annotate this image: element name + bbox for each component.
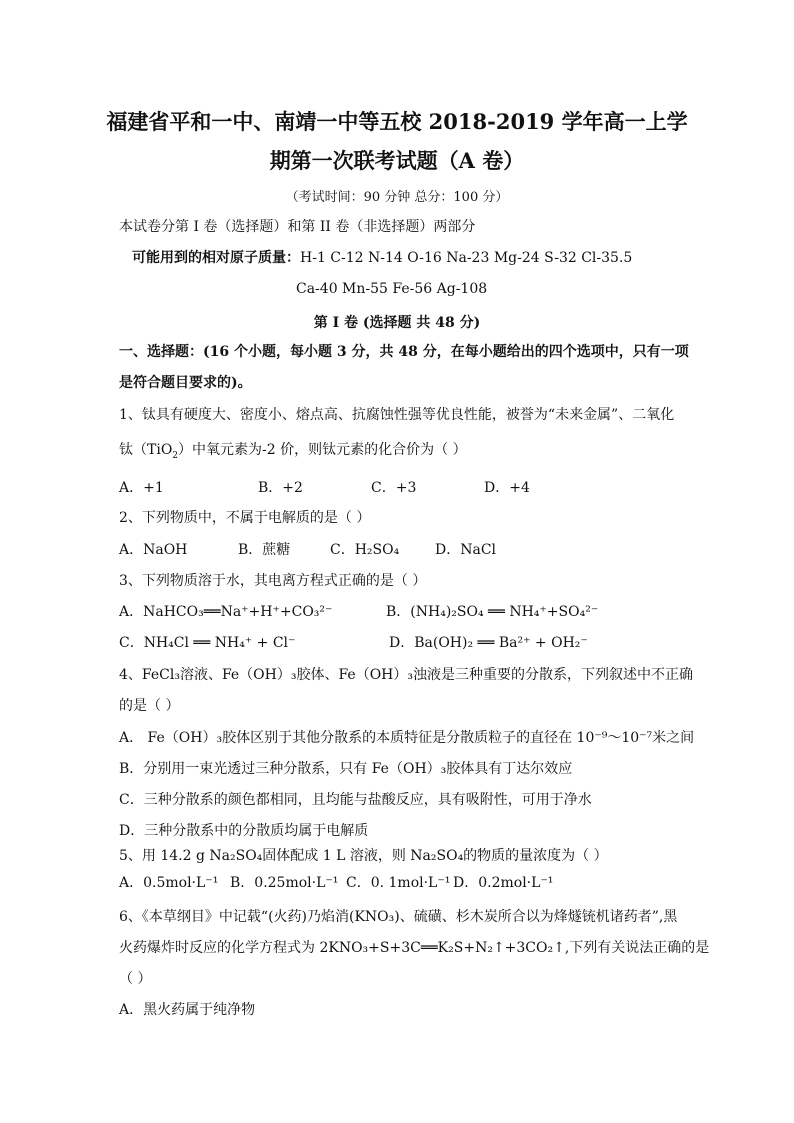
q6-stem-line-2: 火药爆炸时反应的化学方程式为 2KNO₃+S+3C══K₂S+N₂↑+3CO₂↑,下列有关说法正确的是 <box>119 940 710 956</box>
q1-stem-part-a: 钛（TiO <box>119 442 173 458</box>
title-line-1: 福建省平和一中、南靖一中等五校 2018-2019 学年高一上学 <box>106 109 688 134</box>
q2-option-d: D．NaCl <box>435 542 497 558</box>
q3-option-c: C．NH₄Cl ══ NH₄⁺ + Cl⁻ <box>119 635 296 651</box>
part1-heading: 第 I 卷 (选择题 共 48 分) <box>313 315 481 331</box>
q4-option-c: C．三种分散系的颜色都相同，且均能与盐酸反应，具有吸附性，可用于净水 <box>119 792 592 808</box>
q2-option-a: A．NaOH <box>119 542 188 558</box>
q1-stem-line-1: 1、钛具有硬度大、密度小、熔点高、抗腐蚀性强等优良性能，被誉为“未来金属”、二氧化 <box>119 407 675 423</box>
q1-option-b: B．+2 <box>258 480 303 496</box>
q2-option-c: C．H₂SO₄ <box>330 542 400 558</box>
exam-info: （考试时间：90 分钟 总分：100 分） <box>285 190 509 205</box>
atomic-mass-label: 可能用到的相对原子质量： <box>132 250 300 266</box>
atomic-mass-line-1 <box>132 249 632 267</box>
q4-option-a: A． Fe（OH）₃胶体区别于其他分散系的本质特征是分散质粒子的直径在 10⁻⁹～10⁻⁷米之间 <box>119 730 695 746</box>
q4-stem-line-2: 的是（ ） <box>119 698 180 714</box>
q5-stem: 5、用 14.2 g Na₂SO₄固体配成 1 L 溶液，则 Na₂SO₄的物质的量浓度为（ ） <box>119 848 608 864</box>
q5-option-d: D．0.2mol·L⁻¹ <box>453 875 554 891</box>
q1-option-c: C．+3 <box>371 480 417 496</box>
atomic-mass-values-1: H-1 C-12 N-14 O-16 Na-23 Mg-24 S-32 Cl-35.5 <box>300 250 633 266</box>
intro-text: 本试卷分第 I 卷（选择题）和第 II 卷（非选择题）两部分 <box>119 219 476 235</box>
q3-option-a: A．NaHCO₃══Na⁺+H⁺+CO₃²⁻ <box>119 604 333 620</box>
q4-option-d: D．三种分散系中的分散质均属于电解质 <box>119 823 369 839</box>
q2-stem: 2、下列物质中，不属于电解质的是（ ） <box>119 510 371 526</box>
q1-option-d: D．+4 <box>484 480 530 496</box>
q1-option-a: A．+1 <box>119 480 164 496</box>
section1-line-1: 一、选择题：(16 个小题，每小题 3 分，共 48 分，在每小题给出的四个选项中，只有一项 <box>119 344 689 360</box>
section1-line-2: 是符合题目要求的)。 <box>119 375 252 391</box>
q3-stem: 3、下列物质溶于水，其电离方程式正确的是（ ） <box>119 573 427 589</box>
q3-option-b: B．(NH₄)₂SO₄ ══ NH₄⁺+SO₄²⁻ <box>386 604 599 620</box>
q3-option-d: D．Ba(OH)₂ ══ Ba²⁺ + OH₂⁻ <box>389 635 588 651</box>
q6-option-a: A．黑火药属于纯净物 <box>119 1002 256 1018</box>
q4-stem-line-1: 4、FeCl₃溶液、Fe（OH）₃胶体、Fe（OH）₃浊液是三种重要的分散系，下列叙述中不正确 <box>119 667 694 683</box>
q6-stem-line-3: （ ） <box>119 971 152 987</box>
q1-stem-part-b: ）中氧元素为-2 价，则钛元素的化合价为（ ） <box>178 442 467 458</box>
q5-option-c: C．0. 1mol·L⁻¹ <box>346 875 451 891</box>
atomic-mass-line-2: Ca-40 Mn-55 Fe-56 Ag-108 <box>296 281 488 297</box>
q6-stem-line-1: 6、《本草纲目》中记载“(火药)乃焰消(KNO₃)、硫磺、杉木炭所合以为烽燧铳机诸药者”,黑 <box>119 909 678 925</box>
q5-option-b: B．0.25mol·L⁻¹ <box>230 875 339 891</box>
q4-option-b: B．分别用一束光透过三种分散系，只有 Fe（OH）₃胶体具有丁达尔效应 <box>119 761 573 777</box>
title-line-2: 期第一次联考试题（A 卷） <box>269 148 525 173</box>
q1-stem-line-2 <box>119 441 467 459</box>
q2-option-b: B．蔗糖 <box>238 542 291 558</box>
q1-stem-sub: 2 <box>172 450 179 461</box>
q5-option-a: A．0.5mol·L⁻¹ <box>119 875 219 891</box>
